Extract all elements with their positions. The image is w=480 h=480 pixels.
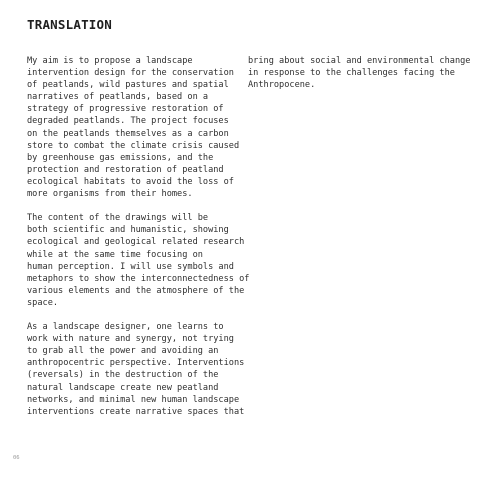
text-line: Anthropocene. [248, 80, 316, 91]
paragraph-continuation [248, 55, 471, 91]
text-line: metaphors to show the interconnectedness of [27, 273, 250, 284]
text-line: more organisms from their homes. [27, 189, 193, 200]
paragraph-landscape-designer [27, 321, 245, 418]
text-line: narratives of peatlands, based on a [27, 92, 209, 103]
text-line: ecological habitats to avoid the loss of [27, 176, 234, 187]
text-line: The content of the drawings will be [27, 213, 209, 224]
page-number: 06 [13, 455, 20, 461]
text-line: intervention design for the conservation [27, 68, 234, 79]
text-line: natural landscape create new peatland [27, 382, 219, 393]
text-line: by greenhouse gas emissions, and the [27, 152, 214, 163]
page-heading: TRANSLATION [27, 17, 112, 32]
text-line: of peatlands, wild pastures and spatial [27, 80, 229, 91]
text-line: while at the same time focusing on [27, 249, 203, 260]
text-line: (reversals) in the destruction of the [27, 370, 219, 381]
text-line: interventions create narrative spaces that [27, 406, 245, 417]
text-line: My aim is to propose a landscape [27, 56, 193, 66]
text-line: store to combat the climate crisis caused [27, 140, 240, 151]
text-line: various elements and the atmosphere of the [27, 285, 245, 296]
text-line: space. [27, 297, 59, 308]
text-line: ecological and geological related research [27, 237, 245, 248]
text-line: strategy of progressive restoration of [27, 104, 224, 115]
text-line: protection and restoration of peatland [27, 164, 224, 175]
right-text-column [248, 55, 471, 103]
text-line: work with nature and synergy, not trying [27, 334, 234, 345]
text-line: to grab all the power and avoiding an [27, 346, 219, 357]
paragraph-drawings [27, 212, 250, 309]
text-line: in response to the challenges facing the [248, 68, 455, 79]
text-line: on the peatlands themselves as a carbon [27, 128, 229, 139]
text-line: anthropocentric perspective. Interventions [27, 358, 245, 369]
left-text-column [27, 55, 250, 430]
text-line: networks, and minimal new human landscape [27, 394, 240, 405]
text-line: both scientific and humanistic, showing [27, 225, 229, 236]
paragraph-aim [27, 55, 240, 200]
text-line: As a landscape designer, one learns to [27, 322, 224, 333]
text-line: degraded peatlands. The project focuses [27, 116, 229, 127]
text-line: bring about social and environmental change [248, 56, 471, 66]
text-line: human perception. I will use symbols and [27, 261, 234, 272]
